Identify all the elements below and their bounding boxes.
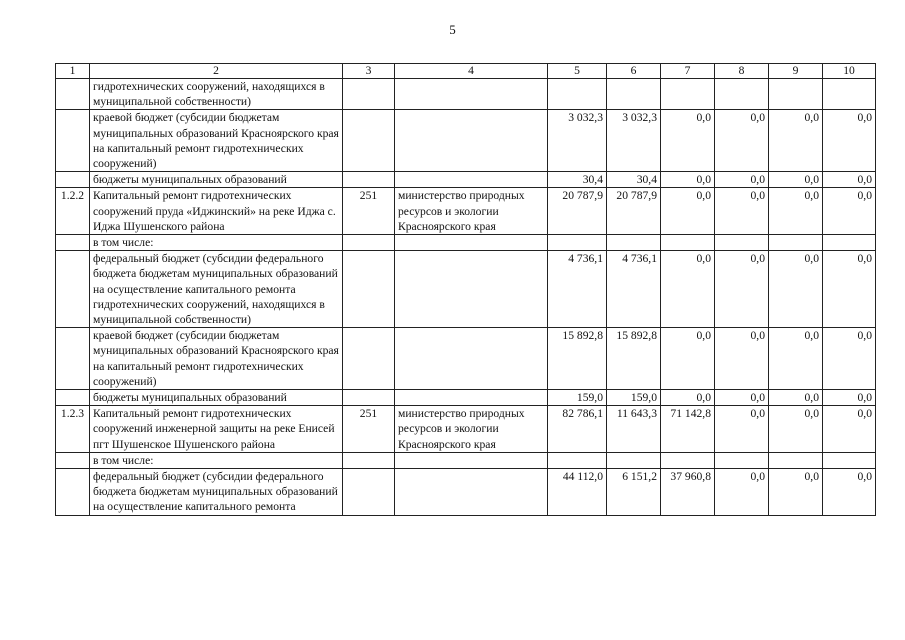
total-value-cell: 82 786,1 [548, 406, 607, 453]
year-value-cell: 15 892,8 [607, 328, 661, 390]
description-cell: Капитальный ремонт гидротехнических сооружений пруда «Иджинский» на реке Иджа с. Иджа Шушенского района [90, 188, 343, 235]
code-cell [343, 110, 395, 172]
year-value-cell [661, 452, 715, 468]
year-value-cell [661, 235, 715, 251]
code-cell [343, 328, 395, 390]
header-row [56, 64, 876, 79]
executor-cell [395, 251, 548, 328]
year-value-cell: 0,0 [823, 188, 876, 235]
year-value-cell: 0,0 [769, 469, 823, 516]
year-value-cell: 3 032,3 [607, 110, 661, 172]
code-cell [343, 172, 395, 188]
row-number-cell [56, 328, 90, 390]
row-number-cell [56, 110, 90, 172]
table-row [56, 251, 876, 328]
year-value-cell: 0,0 [769, 390, 823, 406]
code-cell [343, 469, 395, 516]
row-number-cell [56, 79, 90, 110]
code-cell: 251 [343, 406, 395, 453]
table-row [56, 452, 876, 468]
total-value-cell [548, 79, 607, 110]
year-value-cell: 0,0 [661, 110, 715, 172]
page-number: 5 [449, 22, 456, 37]
year-value-cell: 6 151,2 [607, 469, 661, 516]
year-value-cell: 0,0 [661, 188, 715, 235]
executor-cell [395, 469, 548, 516]
year-value-cell [607, 79, 661, 110]
code-cell [343, 79, 395, 110]
year-value-cell: 0,0 [715, 406, 769, 453]
year-value-cell: 0,0 [715, 390, 769, 406]
year-value-cell [607, 235, 661, 251]
executor-cell [395, 390, 548, 406]
header-cell: 4 [395, 64, 548, 79]
year-value-cell: 71 142,8 [661, 406, 715, 453]
year-value-cell: 0,0 [769, 251, 823, 328]
total-value-cell: 20 787,9 [548, 188, 607, 235]
year-value-cell: 0,0 [715, 172, 769, 188]
year-value-cell: 0,0 [823, 251, 876, 328]
table-row [56, 390, 876, 406]
year-value-cell: 11 643,3 [607, 406, 661, 453]
header-cell: 9 [769, 64, 823, 79]
total-value-cell: 30,4 [548, 172, 607, 188]
total-value-cell: 15 892,8 [548, 328, 607, 390]
description-cell: бюджеты муниципальных образований [90, 172, 343, 188]
executor-cell [395, 235, 548, 251]
year-value-cell: 0,0 [715, 251, 769, 328]
year-value-cell [823, 452, 876, 468]
description-cell: в том числе: [90, 235, 343, 251]
year-value-cell [715, 452, 769, 468]
header-cell: 2 [90, 64, 343, 79]
header-cell: 8 [715, 64, 769, 79]
year-value-cell: 4 736,1 [607, 251, 661, 328]
row-number-cell [56, 172, 90, 188]
year-value-cell: 0,0 [715, 328, 769, 390]
total-value-cell: 3 032,3 [548, 110, 607, 172]
row-number-cell [56, 452, 90, 468]
year-value-cell: 37 960,8 [661, 469, 715, 516]
row-number-cell [56, 390, 90, 406]
year-value-cell [769, 452, 823, 468]
table-row [56, 328, 876, 390]
total-value-cell [548, 452, 607, 468]
year-value-cell [769, 235, 823, 251]
header-cell: 1 [56, 64, 90, 79]
description-cell: гидротехнических сооружений, находящихся в муниципальной собственности) [90, 79, 343, 110]
row-number-cell [56, 235, 90, 251]
total-value-cell: 44 112,0 [548, 469, 607, 516]
code-cell [343, 390, 395, 406]
total-value-cell: 159,0 [548, 390, 607, 406]
year-value-cell: 0,0 [769, 328, 823, 390]
table-row [56, 406, 876, 453]
description-cell: краевой бюджет (субсидии бюджетам муниципальных образований Красноярского края на капитальный ремонт гидротехнических сооружений) [90, 328, 343, 390]
budget-table [55, 63, 876, 516]
description-cell: федеральный бюджет (субсидии федерального бюджета бюджетам муниципальных образований на осуществление капитального ремонта гидротехнических сооружений, находящихся в муниципальной собственности) [90, 251, 343, 328]
row-number-cell: 1.2.3 [56, 406, 90, 453]
code-cell: 251 [343, 188, 395, 235]
executor-cell [395, 452, 548, 468]
description-cell: в том числе: [90, 452, 343, 468]
year-value-cell: 0,0 [661, 328, 715, 390]
table-row [56, 188, 876, 235]
year-value-cell: 0,0 [769, 110, 823, 172]
table-row [56, 172, 876, 188]
executor-cell [395, 328, 548, 390]
description-cell: Капитальный ремонт гидротехнических сооружений инженерной защиты на реке Енисей пгт Шушенское Шушенского района [90, 406, 343, 453]
row-number-cell: 1.2.2 [56, 188, 90, 235]
year-value-cell: 0,0 [661, 172, 715, 188]
year-value-cell [769, 79, 823, 110]
executor-cell: министерство природных ресурсов и экологии Красноярского края [395, 188, 548, 235]
code-cell [343, 251, 395, 328]
year-value-cell: 0,0 [823, 406, 876, 453]
description-cell: бюджеты муниципальных образований [90, 390, 343, 406]
year-value-cell: 0,0 [769, 172, 823, 188]
year-value-cell: 0,0 [715, 110, 769, 172]
header-cell: 5 [548, 64, 607, 79]
header-cell: 3 [343, 64, 395, 79]
year-value-cell: 0,0 [769, 406, 823, 453]
header-cell: 10 [823, 64, 876, 79]
code-cell [343, 452, 395, 468]
executor-cell: министерство природных ресурсов и экологии Красноярского края [395, 406, 548, 453]
year-value-cell: 0,0 [661, 390, 715, 406]
table-row [56, 110, 876, 172]
code-cell [343, 235, 395, 251]
year-value-cell: 0,0 [823, 469, 876, 516]
header-cell: 7 [661, 64, 715, 79]
year-value-cell: 0,0 [823, 328, 876, 390]
row-number-cell [56, 251, 90, 328]
year-value-cell: 0,0 [823, 110, 876, 172]
year-value-cell: 30,4 [607, 172, 661, 188]
year-value-cell [607, 452, 661, 468]
executor-cell [395, 79, 548, 110]
year-value-cell: 0,0 [823, 390, 876, 406]
year-value-cell [823, 235, 876, 251]
table-row [56, 79, 876, 110]
year-value-cell: 20 787,9 [607, 188, 661, 235]
year-value-cell: 0,0 [715, 469, 769, 516]
total-value-cell: 4 736,1 [548, 251, 607, 328]
description-cell: федеральный бюджет (субсидии федерального бюджета бюджетам муниципальных образований на осуществление капитального ремонта [90, 469, 343, 516]
year-value-cell [715, 235, 769, 251]
table-row [56, 469, 876, 516]
row-number-cell [56, 469, 90, 516]
year-value-cell [823, 79, 876, 110]
year-value-cell [661, 79, 715, 110]
year-value-cell [715, 79, 769, 110]
description-cell: краевой бюджет (субсидии бюджетам муниципальных образований Красноярского края на капитальный ремонт гидротехнических сооружений) [90, 110, 343, 172]
year-value-cell: 0,0 [715, 188, 769, 235]
year-value-cell: 0,0 [661, 251, 715, 328]
executor-cell [395, 110, 548, 172]
table-row [56, 235, 876, 251]
total-value-cell [548, 235, 607, 251]
executor-cell [395, 172, 548, 188]
year-value-cell: 0,0 [823, 172, 876, 188]
header-cell: 6 [607, 64, 661, 79]
year-value-cell: 0,0 [769, 188, 823, 235]
year-value-cell: 159,0 [607, 390, 661, 406]
